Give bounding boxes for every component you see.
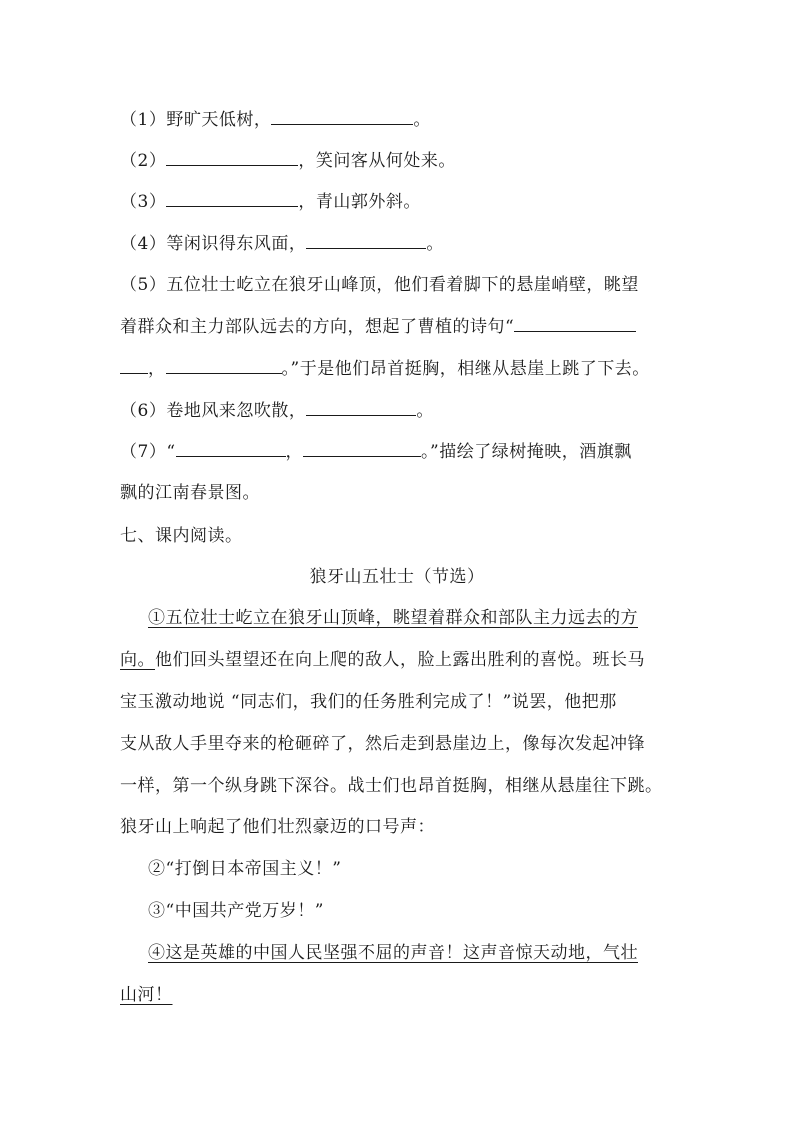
question-6-end: 。 bbox=[416, 401, 434, 421]
question-6 bbox=[120, 399, 680, 423]
question-5-line-3-text: 。”于是他们昂首挺胸，相继从悬崖上跳了下去。 bbox=[281, 359, 650, 379]
question-5-comma: ， bbox=[148, 359, 166, 379]
answer-blank-3[interactable] bbox=[166, 190, 298, 207]
question-4 bbox=[120, 232, 680, 256]
question-3-num: （3） bbox=[120, 192, 167, 212]
answer-blank-1[interactable] bbox=[271, 108, 413, 125]
question-6-text: （6）卷地风来忽吹散， bbox=[120, 401, 307, 421]
question-3-text: ，青山郭外斜。 bbox=[298, 192, 421, 212]
question-5-line-2 bbox=[120, 315, 680, 339]
question-1-text: （1）野旷天低树， bbox=[120, 110, 272, 130]
question-1 bbox=[120, 108, 680, 132]
passage-p3: ③“中国共产党万岁！” bbox=[148, 901, 324, 921]
question-7-text: 。”描绘了绿树掩映，酒旗飘 bbox=[421, 442, 632, 462]
question-4-end: 。 bbox=[426, 234, 444, 254]
answer-blank-7b[interactable] bbox=[303, 440, 421, 457]
answer-blank-5a[interactable] bbox=[514, 315, 636, 332]
question-5-line-3 bbox=[120, 357, 680, 381]
passage-p1-line-2 bbox=[120, 648, 680, 672]
passage-p2: ②“打倒日本帝国主义！” bbox=[148, 859, 342, 879]
answer-blank-7a[interactable] bbox=[176, 440, 286, 457]
question-1-end: 。 bbox=[413, 110, 431, 130]
passage-p1-line-1: ①五位壮士屹立在狼牙山顶峰，眺望着群众和部队主力远去的方 bbox=[148, 608, 638, 628]
answer-blank-2[interactable] bbox=[166, 149, 298, 166]
question-2 bbox=[120, 149, 680, 173]
question-4-text: （4）等闲识得东风面， bbox=[120, 234, 307, 254]
question-7-num: （7）“ bbox=[120, 442, 176, 462]
passage-p1-line-2-text: 他们回头望望还在向上爬的敌人，脸上露出胜利的喜悦。班长马 bbox=[155, 650, 645, 670]
passage-title: 狼牙山五壮士（节选） bbox=[309, 567, 485, 587]
question-5-line-1: （5）五位壮士屹立在狼牙山峰顶，他们看着脚下的悬崖峭壁，眺望 bbox=[120, 275, 639, 295]
passage-p1-line-3: 宝玉激动地说 “同志们，我们的任务胜利完成了！”说罢，他把那 bbox=[120, 692, 617, 712]
passage-p4-line-2: 山河！ bbox=[120, 985, 173, 1005]
passage-p4-line-1: ④这是英雄的中国人民坚强不屈的声音！这声音惊天动地，气壮 bbox=[148, 943, 638, 963]
question-7-line-2: 飘的江南春景图。 bbox=[120, 483, 260, 503]
section-heading: 七、课内阅读。 bbox=[120, 526, 243, 546]
answer-blank-5b[interactable] bbox=[166, 357, 282, 374]
question-2-text: ，笑问客从何处来。 bbox=[298, 151, 456, 171]
passage-p1-line-4: 支从敌人手里夺来的枪砸碎了，然后走到悬崖边上，像每次发起冲锋 bbox=[120, 734, 645, 754]
answer-blank-6[interactable] bbox=[306, 399, 416, 416]
passage-p1-line-6: 狼牙山上响起了他们壮烈豪迈的口号声： bbox=[120, 817, 435, 837]
answer-blank-5a-cont[interactable] bbox=[120, 357, 148, 374]
question-2-num: （2） bbox=[120, 151, 167, 171]
question-7-comma: ， bbox=[285, 442, 304, 462]
answer-blank-4[interactable] bbox=[306, 232, 426, 249]
passage-p1-underlined: 向。 bbox=[120, 650, 155, 670]
question-5-line-2-text: 着群众和主力部队远去的方向，想起了曹植的诗句“ bbox=[120, 317, 515, 337]
passage-p1-line-5: 一样，第一个纵身跳下深谷。战士们也昂首挺胸，相继从悬崖往下跳。 bbox=[120, 776, 663, 796]
question-3 bbox=[120, 190, 680, 214]
question-7-line-1 bbox=[120, 440, 680, 464]
